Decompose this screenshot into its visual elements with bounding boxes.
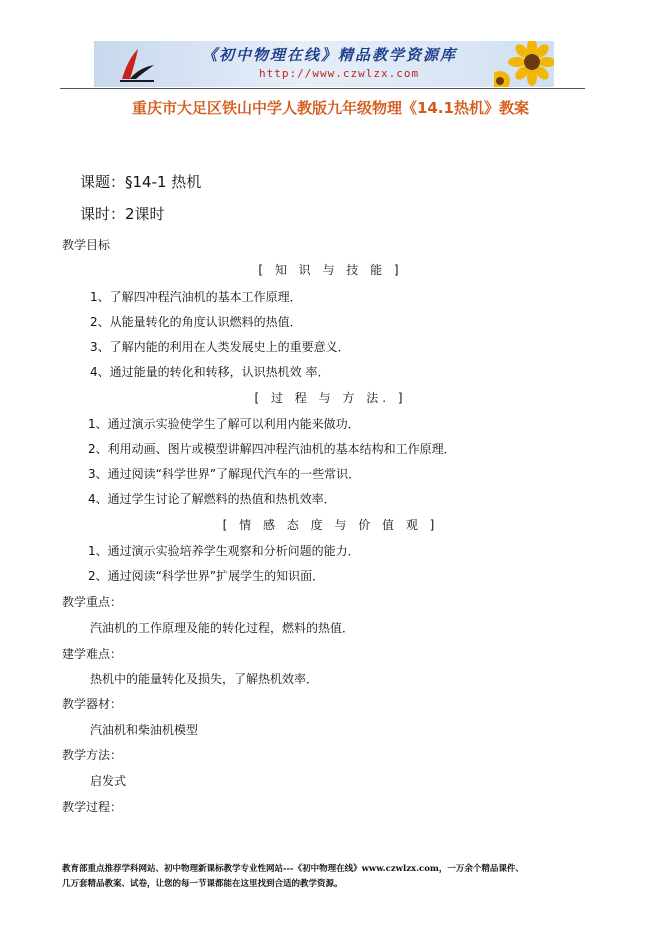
key-points-label: 教学重点： xyxy=(62,595,123,609)
equipment-text: 汽油机和柴油机模型 xyxy=(90,723,199,737)
knowledge-heading: [ 知 识 与 技 能 ] xyxy=(258,263,403,277)
header-rule xyxy=(60,88,585,89)
process-item: 1、通过演示实验使学生了解可以利用内能来做功． xyxy=(88,417,360,431)
emotion-item: 1、通过演示实验培养学生观察和分析问题的能力． xyxy=(88,544,360,558)
difficulties-label: 建学难点： xyxy=(62,647,123,661)
document-title: 重庆市大足区铁山中学人教版九年级物理《14.1热机》教案 xyxy=(131,99,529,117)
knowledge-item: 3、了解内能的利用在人类发展史上的重要意义． xyxy=(90,340,350,354)
process-label: 教学过程： xyxy=(62,800,123,814)
difficulties-text: 热机中的能量转化及损失，了解热机效率． xyxy=(90,672,319,686)
site-logo-icon xyxy=(116,45,156,85)
knowledge-item: 4、通过能量的转化和转移，认识热机效 率． xyxy=(90,365,330,379)
banner-url: http://www.czwlzx.com xyxy=(259,67,420,80)
footer-line: 几万套精品教案、试卷，让您的每一节课都能在这里找到合适的教学资源。 xyxy=(62,879,343,889)
knowledge-item: 2、从能量转化的角度认识燃料的热值． xyxy=(90,315,302,329)
method-text: 启发式 xyxy=(90,774,127,788)
process-item: 2、利用动画、图片或模型讲解四冲程汽油机的基本结构和工作原理． xyxy=(88,442,456,456)
sunflower-icon xyxy=(494,41,554,87)
banner-title: 《初中物理在线》精品教学资源库 xyxy=(202,46,458,64)
method-label: 教学方法： xyxy=(62,748,123,762)
lesson-topic: 课题：§14-1 热机 xyxy=(80,173,202,191)
objectives-heading: 教学目标 xyxy=(62,238,111,252)
header-banner xyxy=(94,41,554,87)
footer-notice xyxy=(62,862,602,892)
footer-line: 教育部重点推荐学科网站、初中物理新课标教学专业性网站---《初中物理在线》www.czwlzx.com，一万余个精品课件、 xyxy=(62,864,524,874)
key-points-text: 汽油机的工作原理及能的转化过程，燃料的热值． xyxy=(90,621,355,635)
knowledge-item: 1、了解四冲程汽油机的基本工作原理． xyxy=(90,290,302,304)
equipment-label: 教学器材： xyxy=(62,697,123,711)
emotion-heading: [ 情 感 态 度 与 价 值 观 ] xyxy=(222,518,439,532)
process-item: 4、通过学生讨论了解燃料的热值和热机效率． xyxy=(88,492,336,506)
emotion-item: 2、通过阅读“科学世界”扩展学生的知识面． xyxy=(88,569,325,583)
process-heading: [ 过 程 与 方 法. ] xyxy=(254,391,407,405)
process-item: 3、通过阅读“科学世界”了解现代汽车的一些常识． xyxy=(88,467,361,481)
lesson-hours: 课时：2课时 xyxy=(80,205,165,223)
